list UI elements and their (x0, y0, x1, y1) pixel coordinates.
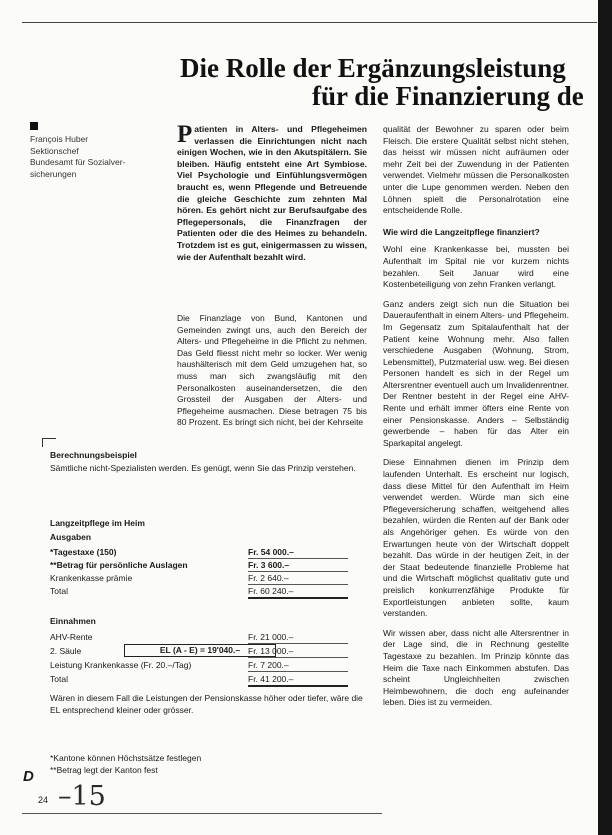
expense-row: **Betrag für persönliche Auslagen Fr. 3 600.– (50, 560, 350, 572)
income-total-row: Total Fr. 41 200.– (50, 674, 350, 686)
author-role: Sektionschef (30, 145, 79, 156)
box-intro: Sämtliche nicht-Spezialisten werden. Es genügt, wenn Sie das Prinzip verstehen. (50, 463, 356, 473)
lead-text: atienten in Alters- und Pflegeheimen verlassen die Einrichtungen nicht nach einigen Wochen, wie in den Akutspitälern. Sie bleiben. Häufig entsteht eine Art Symbiose. Viel Psychologie und Einfühlungsvermögen braucht es, wenn Pflegende und Betreuende die gleiche Geschichte zum zehnten Mal hören. Es gehört nicht zur Berufsaufgabe des Pflegepersonals, die Finanzfragen der Patienten oder die des Heimes zu behandeln. Trotzdem ist es gut, einigermassen zu wissen, wie der Aufenthalt bezahlt wird. (177, 124, 367, 262)
top-rule (22, 22, 597, 23)
income-row: AHV-Rente Fr. 21 000.– (50, 632, 350, 644)
page-number: 24 (38, 795, 49, 805)
drop-cap: P (177, 121, 193, 148)
expense-total-row: Total Fr. 60 240.– (50, 586, 350, 598)
footnote: **Betrag legt der Kanton fest (50, 765, 158, 775)
paragraph: Wohl eine Krankenkasse bei, mussten bei Aufenthalt im Spital nie vor kurzem nichts bezahlen. Seit Januar wird eine Kostenbeteiligung von zehn Franken verlangt. (383, 244, 569, 290)
calculation-box (42, 438, 370, 818)
box-note: Wären in diesem Fall die Leistungen der Pensionskasse höher oder tiefer, wäre die EL entsprechend kleiner oder grösser. (50, 693, 363, 715)
paragraph: qualität der Bewohner zu sparen oder beim Fleisch. Die erstere Qualität selbst nicht stehen, das heisst wir müssen nicht aufräumen oder mehr Zeit bei der Zuwendung in der Patienten verwendet. Vielmehr müssen die Personalkosten unter die Lupe genommen werden. Neben den Löhnen spielt die Personalrotation eine entscheidende Rolle. (383, 124, 569, 216)
bottom-rule (22, 813, 382, 814)
body-column-2 (383, 124, 569, 717)
body-column-1: Die Finanzlage von Bund, Kantonen und Gemeinden zwingt uns, auch den Bereich der Alters- und Pflegeheime in die Pflicht zu nehmen. Das Geld fliesst nicht mehr so locker. Wer wenig haushälterisch mit dem Geld umzugehen hat, so muss man sich zwangsläufig mit den Personalkosten auseinandersetzen, die den Grossteil der Ausgaben der Alters- und Pflegeheime ausmachen. Diese betragen 75 bis 80 Prozent. Es bringt sich nicht, bei der Kehrseite (177, 313, 367, 428)
paragraph: Wir wissen aber, dass nicht alle Altersrentner in der Lage sind, die in Rechnung gestellte Tagestaxe zu bezahlen. Im Prinzip könnte das Heim die Taxe nach Einkommen abstufen. Das scheint Ungleichheiten zwischen Heimbewohnern, die doch eng aufeinander leben. Dies ist zu vermeiden. (383, 627, 569, 708)
author-block (30, 134, 125, 180)
expense-row: Krankenkasse prämie Fr. 2 640.– (50, 573, 350, 585)
footnote: *Kantone können Höchstsätze festlegen (50, 753, 202, 763)
handwritten-annotation: –15 (58, 781, 106, 812)
section-marker: D (23, 768, 34, 785)
box-corner (42, 438, 43, 447)
expenses-heading: Ausgaben (50, 532, 92, 542)
subheading: Langzeitpflege im Heim (50, 518, 145, 528)
box-corner (42, 438, 56, 439)
el-result: EL (A - E) = 19'040.– (124, 644, 276, 657)
box-heading: Berechnungsbeispiel (50, 450, 137, 460)
section-heading: Wie wird die Langzeitpflege finanziert? (383, 226, 540, 237)
article-title-line-1: Die Rolle der Ergänzungsleistung (180, 53, 566, 83)
income-row: Leistung Krankenkasse (Fr. 20.–/Tag) Fr. 7 200.– (50, 660, 350, 672)
author-office: Bundesamt für Sozialver- (30, 157, 126, 167)
expense-row: *Tagestaxe (150) Fr. 54 000.– (50, 547, 350, 559)
income-row: 2. Säule Fr. 13 000.– (50, 646, 350, 658)
lead-paragraph (177, 121, 367, 263)
paragraph: Diese Einnahmen dienen im Prinzip dem laufenden Unterhalt. Es erscheint nur logisch, dass diese Mittel für den Aufenthalt im Heim verwendet werden. Würde man sich eine Pflegeversicherung schaffen, weitgehend alles bezahlen, würden die Renten auf der Bank oder als Angehöriger gehen. Es würde von den Erwartungen heute von der Wirtschaft doppelt bezahlt. Das würde in der heutigen Zeit, in der der Staat bedeutende finanzielle Probleme hat und die Wirtschaft möglichst qualitativ gute und preislich konkurrenzfähige Produkte für Exportleistungen anbieten sollte, kaum verstanden. (383, 457, 569, 619)
income-heading: Einnahmen (50, 616, 96, 626)
author-name: François Huber (30, 134, 89, 144)
author-bullet (30, 122, 38, 130)
paragraph: Ganz anders zeigt sich nun die Situation bei Daueraufenthalt in einem Alters- und Pflegeheim. Im Gegensatz zum Spitalaufenthalt hat der Patient keine Wohnung mehr. Also fallen verschiedene Ausgaben (Wohnung, Strom, Lebensmittel), Putzmaterial usw. weg. Bei diesen Personen handelt es sich in der Regel um Altersrentner eventuell auch um Invalidenrentner. Der Rentner besteht in der Regel eine AHV-Rente und erhält immer öfters eine Rente von einer Pensionskasse. Anders – Selbständig gewerbende – haben für das Alter ein Sparkapital angelegt. (383, 298, 569, 448)
article-title-line-2: für die Finanzierung de (312, 81, 584, 111)
author-office-cont: sicherungen (30, 168, 77, 179)
scan-edge (598, 0, 612, 835)
